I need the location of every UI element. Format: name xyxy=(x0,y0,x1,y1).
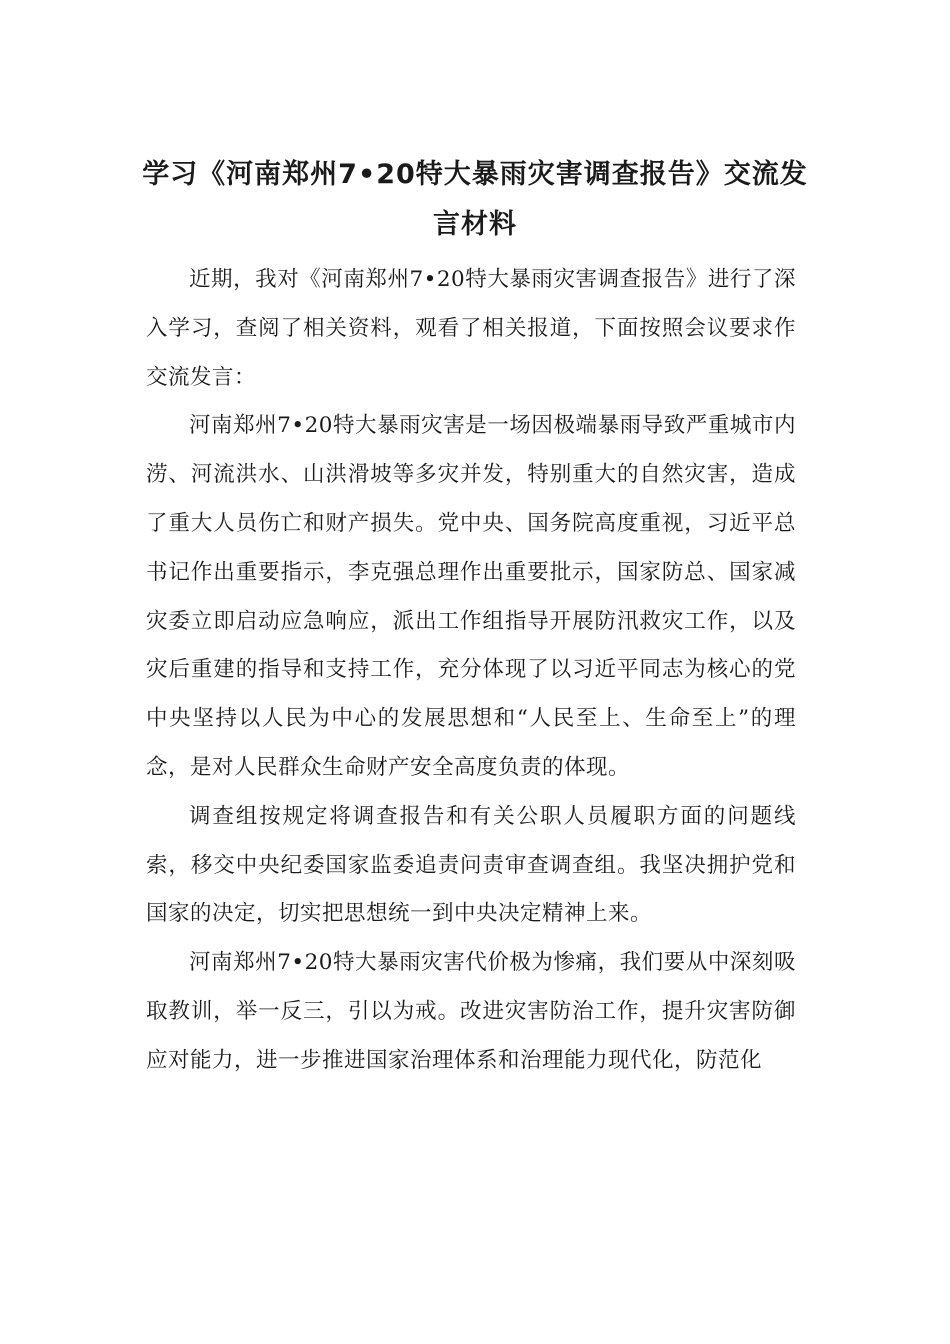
paragraph-lessons: 河南郑州7•20特大暴雨灾害代价极为惨痛，我们要从中深刻吸取教训，举一反三，引以为戒。改进灾害防治工作，提升灾害防御应对能力，进一步推进国家治理体系和治理能力现代化，防范化 xyxy=(146,950,796,1073)
paragraph-investigation: 调查组按规定将调查报告和有关公职人员履职方面的问题线索，移交中央纪委国家监委追责问责审查调查组。我坚决拥护党和国家的决定，切实把思想统一到中央决定精神上来。 xyxy=(146,803,796,927)
document-title: 学习《河南郑州7•20特大暴雨灾害调查报告》交流发言材料 xyxy=(142,159,808,240)
paragraph-disaster-overview: 河南郑州7•20特大暴雨灾害是一场因极端暴雨导致严重城市内涝、河流洪水、山洪滑坡等多灾并发，特别重大的自然灾害，造成了重大人员伤亡和财产损失。党中央、国务院高度重视，习近平总书记作出重要指示，李克强总理作出重要批示，国家防总、国家减灾委立即启动应急响应，派出工作组指导开展防汛救灾工作，以及灾后重建的指导和支持工作，充分体现了以习近平同志为核心的党中央坚持以人民为中心的发展思想和“人民至上、生命至上”的理念，是对人民群众生命财产安全高度负责的体现。 xyxy=(146,413,796,780)
paragraph-intro: 近期，我对《河南郑州7•20特大暴雨灾害调查报告》进行了深入学习，查阅了相关资料，观看了相关报道，下面按照会议要求作交流发言： xyxy=(146,267,796,390)
document-body xyxy=(146,256,796,1086)
